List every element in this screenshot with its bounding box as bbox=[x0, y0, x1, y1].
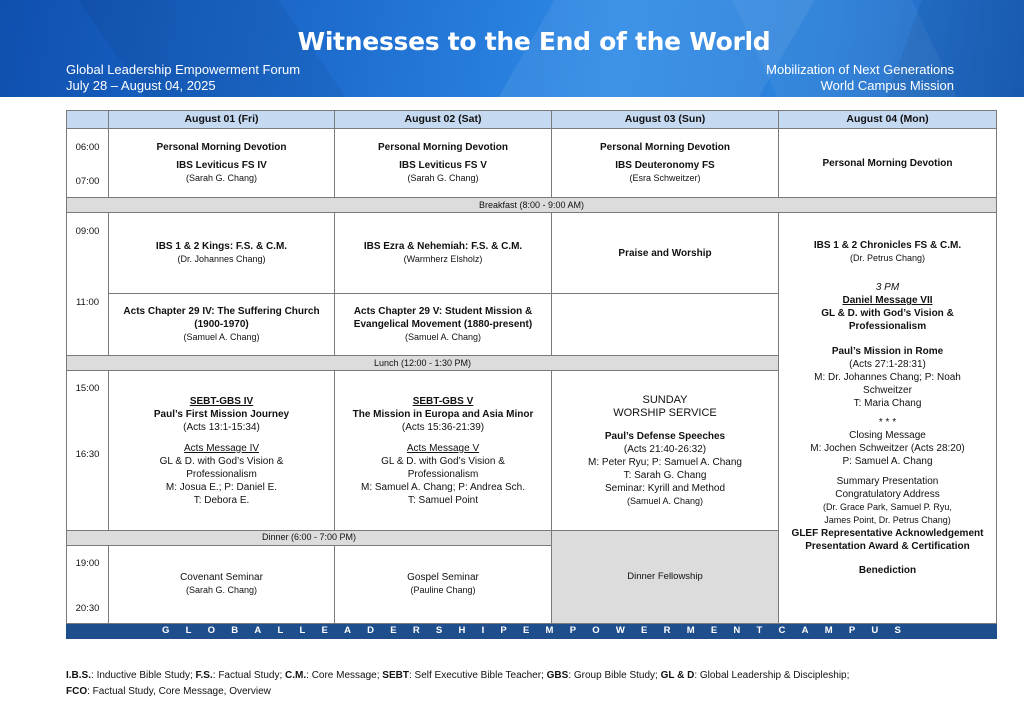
day-header-sun: August 03 (Sun) bbox=[552, 111, 779, 129]
session-sat-evening: Gospel Seminar (Pauline Chang) bbox=[335, 545, 552, 623]
band-letter: T bbox=[756, 625, 763, 637]
band-letter: M bbox=[545, 625, 554, 637]
band-letter: H bbox=[458, 625, 466, 637]
band-letter: U bbox=[871, 625, 879, 637]
day-header-row bbox=[67, 111, 997, 129]
band-letter: D bbox=[367, 625, 375, 637]
legend-value: : Inductive Bible Study; bbox=[91, 670, 196, 681]
legend-line-2 bbox=[66, 684, 849, 700]
band-letter: E bbox=[390, 625, 397, 637]
time-label: 06:00 bbox=[75, 142, 100, 154]
mission-line2: World Campus Mission bbox=[820, 78, 954, 93]
band-letter: M bbox=[824, 625, 833, 637]
time-label: 09:00 bbox=[75, 226, 100, 238]
legend-key: I.B.S. bbox=[66, 670, 92, 681]
session-fri-late-morning: IBS 1 & 2 Kings: F.S. & C.M. (Dr. Johannes Chang) bbox=[109, 213, 335, 294]
lunch-label: Lunch (12:00 - 1:30 PM) bbox=[67, 356, 779, 371]
corner-cell bbox=[67, 111, 109, 129]
band-letter: G bbox=[162, 625, 170, 637]
time-label: 19:00 bbox=[75, 557, 100, 569]
band-letter: L bbox=[277, 625, 284, 637]
breakfast-label: Breakfast (8:00 - 9:00 AM) bbox=[67, 198, 997, 213]
legend-value: : Factual Study, Core Message, Overview bbox=[87, 686, 271, 697]
legend-value: : Core Message; bbox=[306, 670, 383, 681]
session-sat-afternoon: SEBT-GBS V The Mission in Europa and Asia Minor (Acts 15:36-21:39) Acts Message V GL & D. with God’s Vision & Professionalism M: Samuel A. Chang; P: Andrea Sch. T: Samuel Point bbox=[335, 371, 552, 530]
session-sun-evening: Dinner Fellowship bbox=[552, 530, 779, 623]
session-sat-late-morning: IBS Ezra & Nehemiah: F.S. & C.M. (Warmherz Elsholz) bbox=[335, 213, 552, 294]
band-letter: R bbox=[412, 625, 420, 637]
session-sun-late-morning: Praise and Worship bbox=[552, 213, 779, 294]
band-letter: N bbox=[733, 625, 741, 637]
band-letter: B bbox=[231, 625, 239, 637]
legend-value: : Group Bible Study; bbox=[568, 670, 661, 681]
campus-band-row bbox=[67, 623, 997, 638]
session-sun-morning: Personal Morning Devotion IBS Deuteronomy FS (Esra Schweitzer) bbox=[552, 129, 779, 198]
band-letter: C bbox=[778, 625, 786, 637]
band-letter: S bbox=[894, 625, 901, 637]
band-letter: R bbox=[663, 625, 671, 637]
time-label: 16:30 bbox=[75, 449, 100, 461]
mission-line1: Mobilization of Next Generations bbox=[766, 62, 954, 77]
time-label: 11:00 bbox=[75, 297, 100, 309]
band-letter: P bbox=[848, 625, 856, 637]
band-letter: A bbox=[344, 625, 351, 637]
session-fri-afternoon: SEBT-GBS IV Paul’s First Mission Journey (Acts 13:1-15:34) Acts Message IV GL & D. with God’s Vision & Professionalism M: Josua E.; P: Daniel E. T: Debora E. bbox=[109, 371, 335, 530]
band-letter: I bbox=[481, 625, 485, 637]
legend-key: FCO bbox=[66, 686, 88, 697]
band-letter: S bbox=[435, 625, 443, 637]
legend-key: SEBT bbox=[382, 670, 409, 681]
band-letter: O bbox=[207, 625, 216, 637]
time-cell-afternoon bbox=[67, 371, 109, 530]
band-letter: P bbox=[569, 625, 577, 637]
session-mon-morning: Personal Morning Devotion bbox=[779, 129, 997, 198]
forum-name: Global Leadership Empowerment Forum bbox=[66, 62, 301, 77]
band-letter: E bbox=[321, 625, 328, 637]
session-mon-main: IBS 1 & 2 Chronicles FS & C.M. (Dr. Petrus Chang) 3 PM Daniel Message VII GL & D. with God’s Vision & Professionalism Paul’s Mission in Rome (Acts 27:1-28:31) M: Dr. Johannes Chang; P: Noah Schweitzer T: Maria Chang * * * Closing Message M: Jochen Schweitzer (Acts 28:20) P: Samuel A. Chang Summary Presentation Congratulatory Address (Dr. Grace Park, Samuel P. Ryu, James Point, Dr. Petrus Chang) GLEF Representative Acknowledgement Presentation Award & Certification Benediction bbox=[779, 213, 997, 624]
legend-value: : Factual Study; bbox=[212, 670, 286, 681]
legend-key: GBS bbox=[546, 670, 569, 681]
band-letter: O bbox=[592, 625, 600, 637]
session-sat-morning: Personal Morning Devotion IBS Leviticus FS V (Sarah G. Chang) bbox=[335, 129, 552, 198]
session-fri-morning: Personal Morning Devotion IBS Leviticus FS IV (Sarah G. Chang) bbox=[109, 129, 335, 198]
day-header-fri: August 01 (Fri) bbox=[109, 111, 335, 129]
legend-key: C.M. bbox=[285, 670, 307, 681]
band-letter: L bbox=[299, 625, 306, 637]
legend-key: GL & D bbox=[660, 670, 695, 681]
mission-info bbox=[766, 62, 954, 94]
campus-band bbox=[67, 623, 997, 638]
session-sun-afternoon: SUNDAY WORSHIP SERVICE Paul’s Defense Speeches (Acts 21:40-26:32) M: Peter Ryu; P: Samuel A. Chang T: Sarah G. Chang Seminar: Kyrill and Method (Samuel A. Chang) bbox=[552, 371, 779, 530]
session-sun-noon bbox=[552, 294, 779, 356]
campus-letters bbox=[67, 624, 996, 637]
late-morning-row bbox=[67, 213, 997, 294]
breakfast-row bbox=[67, 198, 997, 213]
time-label: 20:30 bbox=[75, 602, 100, 614]
legend-line-1 bbox=[66, 668, 849, 684]
page-title: Witnesses to the End of the World bbox=[297, 27, 771, 56]
dinner-label: Dinner (6:00 - 7:00 PM) bbox=[67, 530, 552, 545]
time-label: 07:00 bbox=[75, 176, 100, 188]
day-header-sat: August 02 (Sat) bbox=[335, 111, 552, 129]
forum-info bbox=[66, 62, 300, 94]
time-cell-morning bbox=[67, 129, 109, 198]
abbreviation-legend bbox=[66, 668, 849, 700]
time-cell-evening bbox=[67, 545, 109, 623]
session-fri-noon: Acts Chapter 29 IV: The Suffering Church (1900-1970) (Samuel A. Chang) bbox=[109, 294, 335, 356]
time-cell-late-morning bbox=[67, 213, 109, 356]
band-letter: E bbox=[710, 625, 718, 637]
band-letter: P bbox=[500, 625, 507, 637]
time-label: 15:00 bbox=[75, 383, 100, 395]
band-letter: M bbox=[686, 625, 695, 637]
legend-value: : Self Executive Bible Teacher; bbox=[408, 670, 547, 681]
band-letter: W bbox=[615, 625, 625, 637]
band-letter: E bbox=[641, 625, 648, 637]
legend-value: : Global Leadership & Discipleship; bbox=[694, 670, 850, 681]
band-letter: L bbox=[185, 625, 192, 637]
session-sat-noon: Acts Chapter 29 V: Student Mission & Evangelical Movement (1880-present) (Samuel A. Chang) bbox=[335, 294, 552, 356]
band-letter: A bbox=[801, 625, 809, 637]
legend-key: F.S. bbox=[195, 670, 213, 681]
header-banner bbox=[0, 0, 1024, 97]
day-header-mon: August 04 (Mon) bbox=[779, 111, 997, 129]
morning-row bbox=[67, 129, 997, 198]
schedule-table bbox=[66, 110, 997, 639]
forum-dates: July 28 – August 04, 2025 bbox=[66, 78, 216, 93]
session-fri-evening: Covenant Seminar (Sarah G. Chang) bbox=[109, 545, 335, 623]
band-letter: A bbox=[254, 625, 262, 637]
band-letter: E bbox=[522, 625, 530, 637]
